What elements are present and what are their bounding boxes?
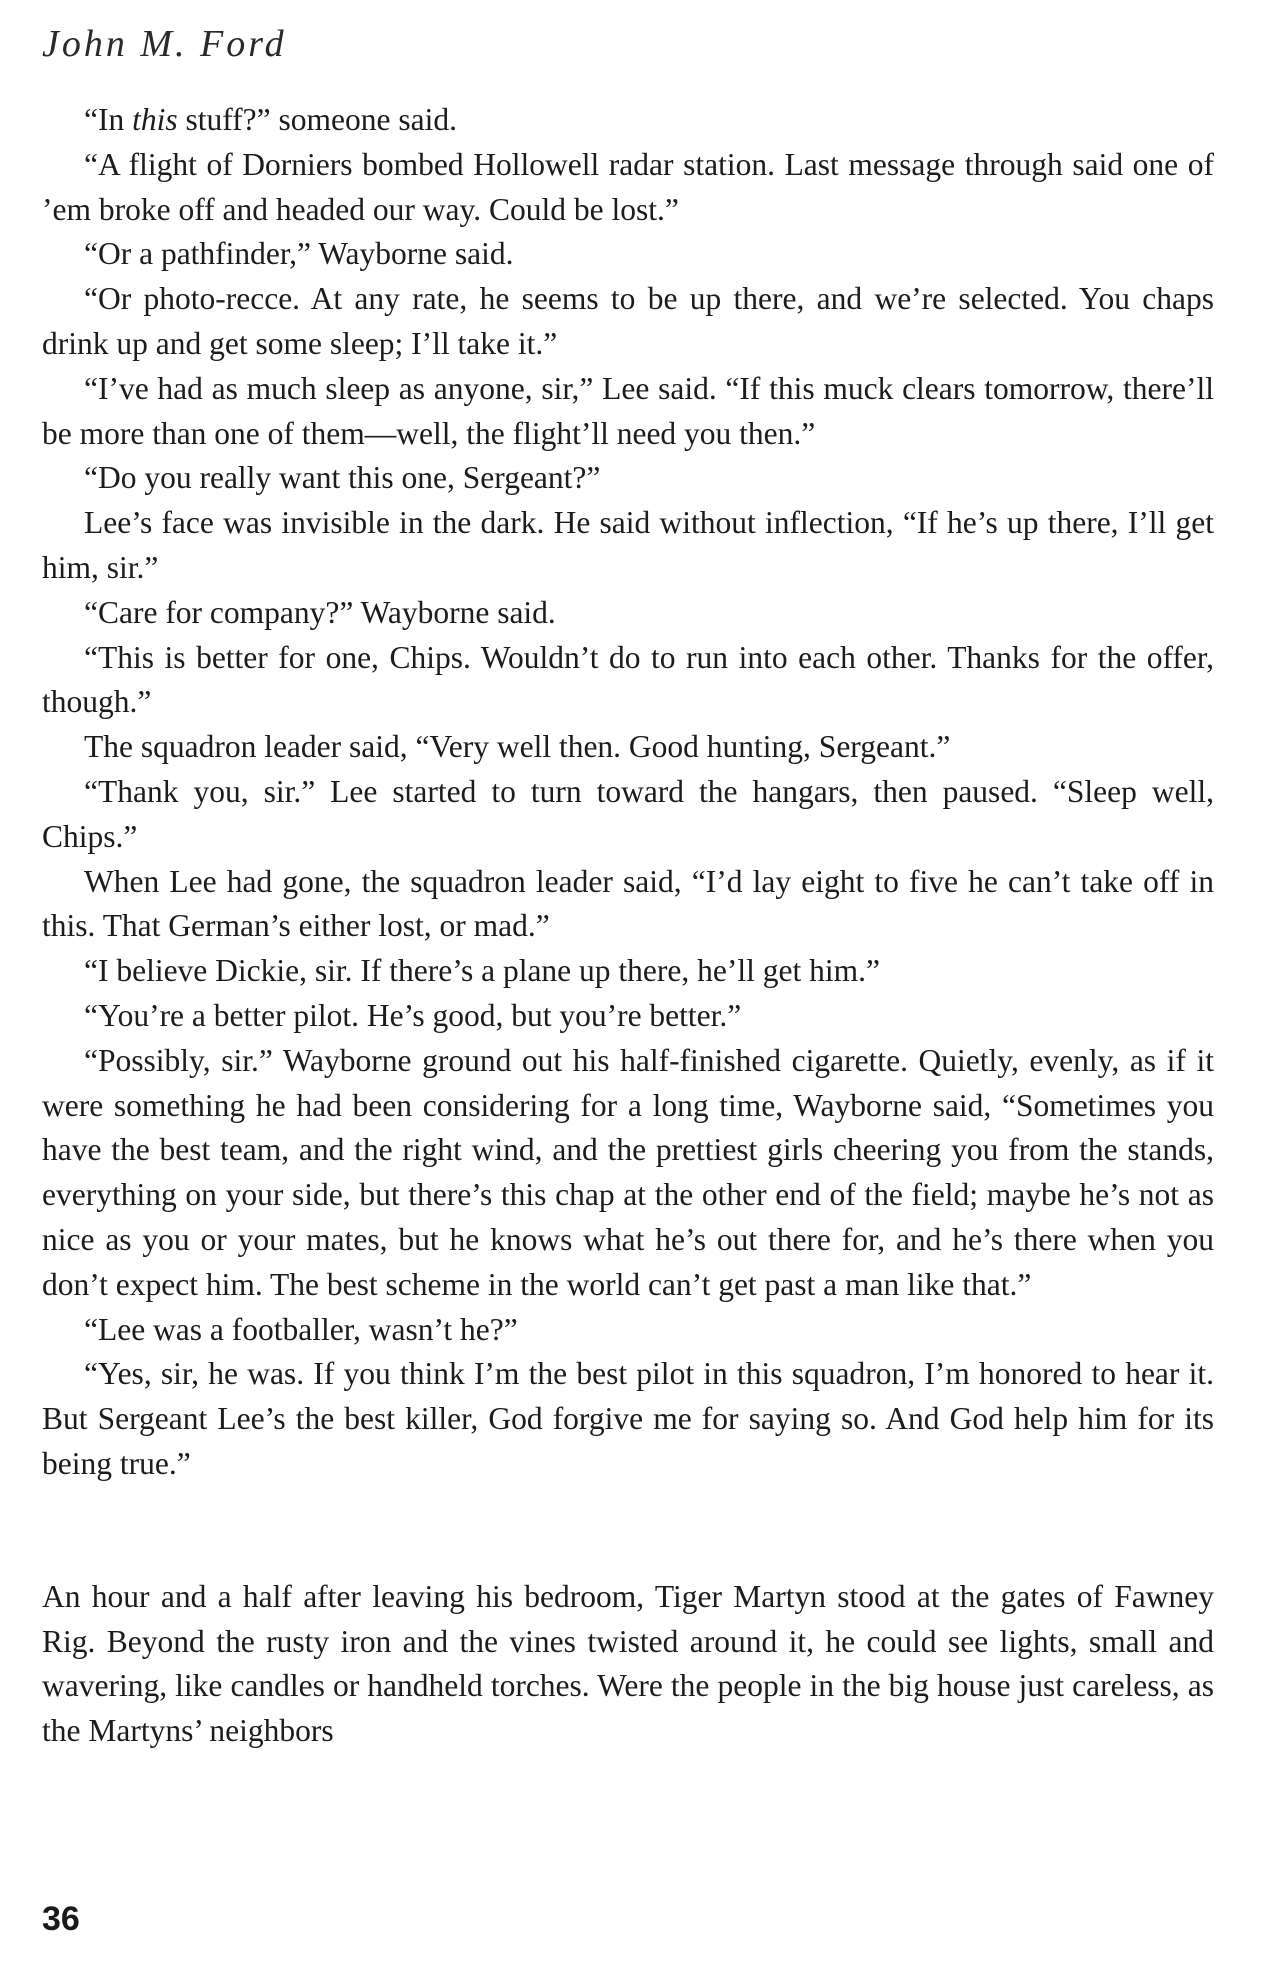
paragraph: When Lee had gone, the squadron leader said, “I’d lay eight to five he can’t take off in this. That German’s either lost, or mad.” [42,863,1214,944]
paragraph: “This is better for one, Chips. Wouldn’t do to run into each other. Thanks for the offer, though.” [42,639,1214,720]
paragraph: “Yes, sir, he was. If you think I’m the best pilot in this squadron, I’m honored to hear it. But Sergeant Lee’s the best killer, God forgive me for saying so. And God help him for its being true.” [42,1356,1214,1481]
paragraph: “Or photo-recce. At any rate, he seems to be up there, and we’re selected. You chaps drink up and get some sleep; I’ll take it.” [42,281,1214,361]
paragraph: The squadron leader said, “Very well then. Good hunting, Sergeant.” [84,729,951,765]
paragraph: Lee’s face was invisible in the dark. He said without inflection, “If he’s up there, I’ll get him, sir.” [42,505,1214,585]
paragraph: “In this stuff?” someone said. [84,102,457,137]
page-number: 36 [42,1900,80,1938]
paragraph: “Possibly, sir.” Wayborne ground out his half-finished cigarette. Quietly, evenly, as if it were something he had been considering for a long time, Wayborne said, “Sometimes you have the best team, and the right wind, and the prettiest girls cheering you from the stands, everything on your side, but there’s this chap at the other end of the field; maybe he’s not as nice as you or your mates, but he knows what he’s out there for, and he’s there when you don’t expect him. The best scheme in the world can’t get past a man like that.” [42,1042,1214,1302]
emphasis: this [132,102,178,137]
paragraph: “Lee was a footballer, wasn’t he?” [84,1311,518,1347]
paragraph: “I’ve had as much sleep as anyone, sir,” Lee said. “If this muck clears tomorrow, there’ll be more than one of them—well, the flight’ll need you then.” [42,370,1214,451]
paragraph: “I believe Dickie, sir. If there’s a plane up there, he’ll get him.” [84,953,880,989]
section-break [42,1487,1214,1575]
paragraph: “Do you really want this one, Sergeant?” [84,460,601,496]
paragraph: “A flight of Dorniers bombed Hollowell radar station. Last message through said one of ’em broke off and headed our way. Could be lost.” [42,146,1214,227]
section-opening-paragraph: An hour and a half after leaving his bedroom, Tiger Martyn stood at the gates of Fawney Rig. Beyond the rusty iron and the vines twisted around it, he could see lights, small and wavering, like candles or handheld torches. Were the people in the big house just careless, as the Martyns’ neighbors [42,1578,1214,1749]
paragraph: “Care for company?” Wayborne said. [84,594,556,630]
body-text [42,98,1214,1754]
paragraph: “Or a pathfinder,” Wayborne said. [84,236,514,272]
paragraph: “Thank you, sir.” Lee started to turn toward the hangars, then paused. “Sleep well, Chips.” [42,773,1214,854]
running-head: John M. Ford [42,23,287,65]
paragraph: “You’re a better pilot. He’s good, but you’re better.” [84,997,742,1033]
